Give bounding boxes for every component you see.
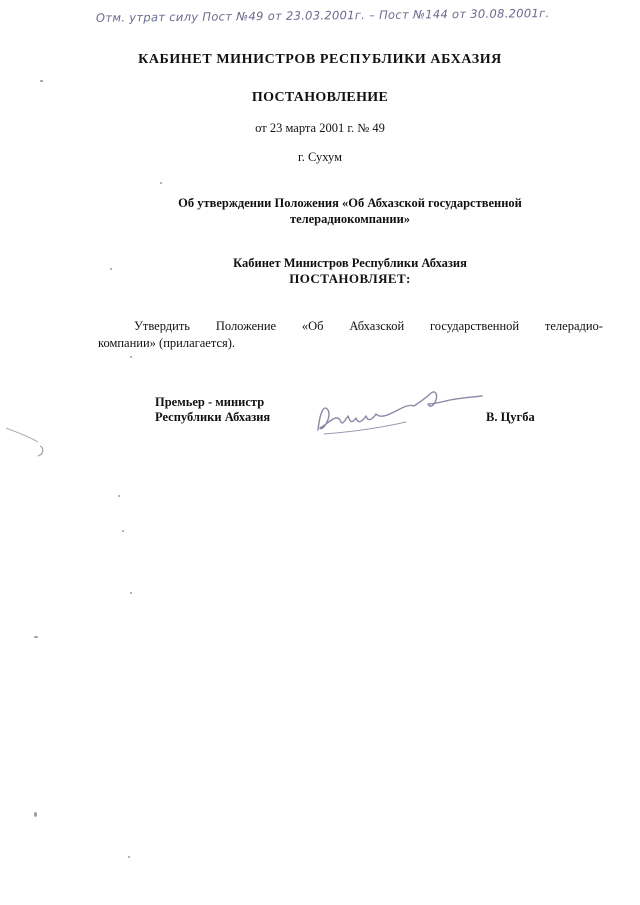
body-word: Положение — [215, 319, 277, 333]
subject-line-2: телерадиокомпании» — [289, 212, 411, 226]
document-subject — [150, 195, 550, 227]
decree-verb: ПОСТАНОВЛЯЕТ: — [289, 271, 411, 286]
body-word: телерадио- — [544, 319, 603, 333]
body-line-1 — [98, 318, 603, 335]
decree-preamble — [150, 255, 550, 287]
scan-speck — [130, 592, 132, 594]
decree-issuer: Кабинет Министров Республики Абхазия — [233, 256, 467, 270]
signatory-title — [155, 395, 270, 425]
subject-line-1: Об утверждении Положения «Об Абхазской государственной — [178, 196, 522, 210]
scan-speck — [130, 356, 132, 358]
document-type: ПОСТАНОВЛЕНИЕ — [251, 90, 389, 105]
body-word: «Об — [301, 319, 324, 333]
signatory-name: В. Цугба — [486, 410, 535, 424]
margin-scan-mark — [4, 422, 48, 462]
scan-speck — [110, 268, 112, 270]
document-body — [98, 318, 603, 352]
scan-speck — [122, 530, 124, 532]
scan-speck — [118, 495, 120, 497]
handwritten-signature — [310, 382, 485, 442]
scan-speck — [128, 856, 130, 858]
scan-speck — [160, 182, 162, 184]
body-word: Абхазской — [349, 319, 405, 333]
body-word: Утвердить — [134, 319, 190, 333]
body-line-2: компании» (прилагается). — [98, 336, 236, 350]
body-word: государственной — [429, 319, 520, 333]
handwritten-annotation: Отм. утрат силу Пост №49 от 23.03.2001г. – Пост №144 от 30.08.2001г. — [95, 6, 550, 25]
scan-speck — [34, 812, 37, 817]
document-title: КАБИНЕТ МИНИСТРОВ РЕСПУБЛИКИ АБХАЗИЯ — [138, 52, 502, 67]
document-city: г. Сухум — [297, 150, 342, 164]
document-date-number: от 23 марта 2001 г. № 49 — [255, 121, 385, 135]
scan-speck — [40, 80, 43, 82]
scan-speck — [34, 636, 38, 638]
signatory-title-line-2: Республики Абхазия — [155, 410, 271, 424]
signatory-title-line-1: Премьер - министр — [155, 395, 265, 409]
